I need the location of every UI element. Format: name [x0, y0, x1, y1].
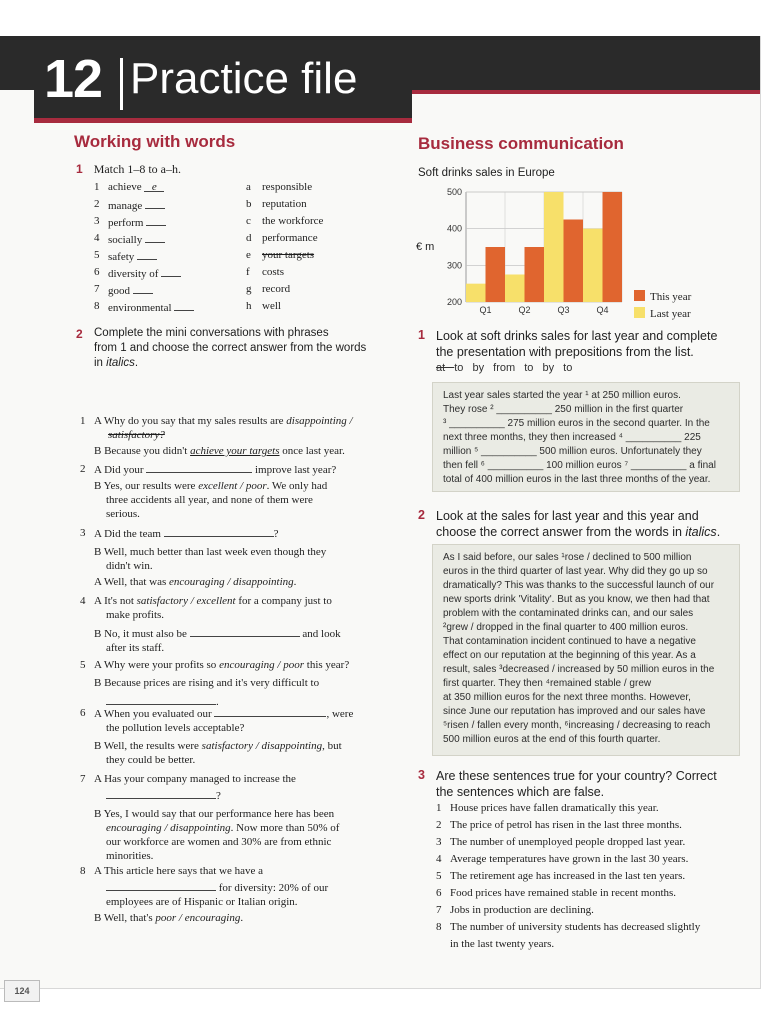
match-right-item: the workforce — [262, 215, 324, 227]
y-tick-label: 500 — [446, 187, 462, 197]
x-tick-label: Q1 — [479, 305, 492, 315]
text: improve last year? — [252, 464, 337, 476]
answer-blank[interactable] — [174, 300, 194, 311]
choice-text: satisfactory? — [108, 429, 165, 441]
y-axis-label: € m — [416, 241, 435, 253]
match-left-item — [108, 198, 165, 212]
choice-text: encouraging / disappointing — [169, 576, 294, 588]
word-option: to — [454, 362, 473, 374]
bar-this-year-q4 — [603, 192, 623, 302]
bar-last-year-q4 — [583, 229, 603, 302]
text-line: That contamination incident continued to have a negative — [443, 636, 696, 647]
line-b-cont: they could be better. — [106, 754, 196, 766]
match-left-item — [108, 300, 194, 314]
match-left-item — [108, 266, 181, 280]
workbook-page — [0, 36, 761, 996]
instruction-text: . — [716, 525, 721, 539]
match-row — [94, 300, 334, 317]
match-left-text: safety — [108, 251, 138, 263]
blank-field[interactable] — [190, 626, 300, 637]
exercise-number: 1 — [76, 162, 83, 176]
text-line: As I said before, our sales ¹rose / declined to 500 million — [443, 552, 692, 563]
x-tick-label: Q2 — [518, 305, 531, 315]
sentence-text: The number of unemployed people dropped last year. — [450, 836, 686, 848]
text: . — [216, 696, 219, 708]
title-divider — [120, 58, 123, 110]
line-a — [94, 658, 394, 672]
text-line: total of 400 million euros in the last three months of the year. — [443, 474, 711, 485]
legend-swatch — [634, 290, 645, 301]
exercise-number: 1 — [418, 328, 425, 342]
text-line: Last year sales started the year ¹ at 250 million euros. — [443, 390, 681, 401]
instruction-line — [436, 524, 748, 540]
line-a-cont — [94, 788, 394, 803]
match-right-item: responsible — [262, 181, 313, 193]
y-tick-label: 200 — [446, 297, 462, 307]
instruction-line: from 1 and choose the correct answer from the words — [94, 342, 367, 354]
word-option: to — [524, 362, 543, 374]
sentence-item — [436, 936, 746, 953]
y-tick-label: 400 — [446, 223, 462, 234]
text: B No, it must also be — [94, 628, 190, 640]
item-number: 4 — [80, 595, 86, 607]
sentence-text: The retirement age has increased in the last ten years. — [450, 870, 686, 882]
word-option: by — [472, 362, 494, 374]
sentence-text: Jobs in production are declining. — [450, 904, 594, 916]
instruction-line: the presentation with prepositions from the list. — [436, 345, 694, 359]
text: once last year. — [279, 445, 345, 457]
match-left-item — [108, 181, 164, 193]
text-line: ²grew / dropped in the final quarter to 400 million euros. — [443, 622, 689, 633]
item-number: 7 — [80, 773, 86, 785]
text: . We only had — [266, 480, 328, 492]
text: A Well, that was — [94, 576, 169, 588]
match-letter: e — [246, 249, 251, 261]
text: . Now more than 50% of — [230, 822, 340, 834]
text-line: first quarter. They then ⁴remained stable / grew — [443, 678, 652, 689]
match-row — [94, 249, 334, 266]
item-number: 8 — [94, 300, 100, 312]
comm-exercise-3-instruction — [418, 768, 748, 800]
text: , were — [326, 708, 354, 720]
match-letter: f — [246, 266, 250, 278]
choice-text: satisfactory / disappointing — [201, 740, 323, 752]
conversation-2 — [80, 462, 394, 521]
answer-blank[interactable] — [145, 232, 165, 243]
text: ? — [216, 790, 221, 802]
legend-swatch — [634, 307, 645, 318]
text-line: new sports drink 'Vitality'. But as you know, we then had that — [443, 594, 710, 605]
item-number: 1 — [80, 415, 86, 427]
sentence-item — [436, 902, 746, 919]
sentence-item — [436, 800, 746, 817]
sentence-text: The number of university students has decreased slightly — [450, 921, 701, 933]
choice-text: encouraging / disappointing — [106, 822, 231, 834]
line-b-cont: didn't win. — [106, 560, 153, 572]
match-letter: c — [246, 215, 251, 227]
text: B Well, the results were — [94, 740, 202, 752]
match-left-text: manage — [108, 200, 145, 212]
match-row — [94, 283, 334, 300]
line-b-cont: minorities. — [106, 850, 154, 862]
sentence-text: House prices have fallen dramatically this year. — [450, 802, 659, 814]
match-right-item: well — [262, 300, 281, 312]
instruction-italic: italics — [106, 357, 135, 369]
item-number: 7 — [94, 283, 100, 295]
instruction-text: Match 1–8 to a–h. — [93, 162, 182, 176]
instruction-text: choose the correct answer from the words in — [436, 525, 686, 539]
text-line: They rose ² __________ 250 million in the first quarter — [443, 404, 684, 415]
line-c — [94, 575, 394, 589]
blank-field[interactable] — [106, 788, 216, 799]
line-a-cont — [94, 428, 394, 442]
conversation-8 — [80, 864, 394, 925]
page-number: 124 — [4, 980, 40, 1002]
line-b — [94, 739, 394, 753]
item-number: 3 — [80, 527, 86, 539]
match-letter: a — [246, 181, 251, 193]
item-number: 3 — [94, 215, 100, 227]
sentence-text: in the last twenty years. — [450, 938, 555, 950]
line-b-cont: three accidents all year, and none of them were — [106, 494, 313, 506]
match-left-text: diversity of — [108, 268, 162, 280]
item-number: 4 — [436, 853, 442, 865]
conversation-4 — [80, 594, 394, 655]
match-left-item — [108, 283, 153, 297]
exercise-number: 2 — [418, 508, 425, 522]
choice-text: excellent / poor — [198, 480, 267, 492]
sentence-item — [436, 817, 746, 834]
chart-bars — [466, 192, 622, 302]
text: A It's not — [94, 595, 137, 607]
match-row — [94, 215, 334, 232]
line-a — [94, 462, 394, 477]
bar-this-year-q3 — [564, 220, 584, 303]
blank-field[interactable] — [106, 694, 216, 705]
text-line: result, sales ³decreased / increased by 50 million euros in the — [443, 664, 715, 675]
match-letter: b — [246, 198, 252, 210]
item-number: 1 — [436, 802, 442, 814]
word-option: to — [563, 362, 573, 374]
text: A Why do you say that my sales results are — [94, 415, 287, 427]
match-left-item — [108, 249, 157, 263]
match-row — [94, 198, 334, 215]
line-a-cont — [94, 880, 394, 895]
item-number: 5 — [80, 659, 86, 671]
line-a — [94, 706, 394, 721]
answer-blank[interactable] — [137, 249, 157, 260]
text: , but — [322, 740, 342, 752]
match-left-item — [108, 215, 166, 229]
line-b — [94, 911, 394, 925]
text-line: next three months, they then increased ⁴ __________ 225 — [443, 432, 701, 443]
answer-blank[interactable] — [146, 215, 166, 226]
instruction-line — [94, 356, 406, 371]
line-b — [94, 479, 394, 493]
bar-this-year-q1 — [486, 247, 506, 302]
choice-text: poor / encouraging — [155, 912, 241, 924]
sentence-item — [436, 919, 746, 936]
exercise-2-instruction — [76, 326, 406, 371]
line-b-cont: after its staff. — [106, 642, 165, 654]
sentence-text: Food prices have remained stable in recent months. — [450, 887, 677, 899]
text: and look — [299, 628, 341, 640]
line-a: A Has your company managed to increase the — [94, 773, 296, 785]
bar-last-year-q3 — [544, 192, 564, 302]
instruction-line: Look at the sales for last year and this year and — [436, 509, 699, 523]
text: B Yes, our results were — [94, 480, 199, 492]
line-b-cont — [94, 821, 394, 835]
match-left-text: socially — [108, 234, 145, 246]
conversation-7 — [80, 772, 394, 863]
text-line: 500 million euros at the end of this fourth quarter. — [443, 734, 661, 745]
line-b-cont: our workforce are women and 30% are from ethnic — [106, 836, 332, 848]
match-row — [94, 232, 334, 249]
text-line: since June our reputation has improved and our sales have — [443, 706, 706, 717]
match-row — [94, 266, 334, 283]
comm-exercise-1-instruction — [418, 328, 748, 360]
text-line: problem with the contaminated drinks can, and our sales — [443, 608, 694, 619]
item-number: 2 — [436, 819, 442, 831]
line-b-cont: serious. — [106, 508, 140, 520]
section-title-business-communication: Business communication — [418, 134, 624, 153]
conversation-5 — [80, 658, 394, 709]
comm-exercise-2-instruction — [418, 508, 748, 540]
conversation-1 — [80, 414, 394, 458]
text: for diversity: 20% of our — [216, 882, 329, 894]
answer-blank[interactable]: e — [144, 181, 164, 192]
text: for a company just to — [235, 595, 332, 607]
text: ? — [273, 528, 279, 540]
line-a — [94, 594, 394, 608]
item-number: 7 — [436, 904, 442, 916]
line-b — [94, 444, 394, 458]
sentence-item — [436, 885, 746, 902]
text: A Why were your profits so — [94, 659, 220, 671]
line-b: B Well, much better than last week even though they — [94, 546, 327, 558]
text: A When you evaluated our — [94, 708, 215, 720]
item-number: 5 — [436, 870, 442, 882]
text: B Well, that's — [94, 912, 156, 924]
blank-field[interactable] — [146, 462, 252, 473]
section-title-working-with-words: Working with words — [74, 132, 236, 151]
item-number: 4 — [94, 232, 100, 244]
sentence-text: Average temperatures have grown in the last 30 years. — [450, 853, 689, 865]
line-b: B Yes, I would say that our performance here has been — [94, 808, 335, 820]
item-number: 5 — [94, 249, 100, 261]
text-line: dramatically? This was thanks to the successful launch of our — [443, 580, 715, 591]
text-line: at 350 million euros for the next three months. However, — [443, 692, 691, 703]
legend-label: Last year — [650, 308, 691, 320]
x-tick-label: Q3 — [557, 305, 570, 315]
match-left-text: environmental — [108, 302, 175, 314]
header-accent-line — [412, 90, 760, 94]
instruction-line: the sentences which are false. — [436, 785, 605, 799]
blank-field[interactable] — [106, 880, 216, 891]
bar-last-year-q2 — [505, 275, 525, 303]
instruction-text: in — [94, 357, 107, 369]
match-left-item — [108, 232, 165, 246]
choice-text: satisfactory / excellent — [136, 595, 236, 607]
match-left-text: good — [108, 285, 133, 297]
match-right-item: reputation — [262, 198, 307, 210]
y-tick-label: 300 — [446, 260, 462, 271]
line-a — [94, 526, 394, 541]
line-a — [94, 414, 394, 428]
text: A Did the team — [94, 528, 164, 540]
exercise-1-instruction — [76, 161, 181, 177]
choice-text: encouraging / poor — [219, 659, 305, 671]
exercise-number: 2 — [76, 327, 83, 341]
answer-blank[interactable] — [145, 198, 165, 209]
x-tick-label: Q4 — [596, 305, 609, 315]
text: A Did your — [94, 464, 147, 476]
item-number: 8 — [436, 921, 442, 933]
text-line: effect on our reputation at the beginning of this year. As a — [443, 650, 696, 661]
match-letter: g — [246, 283, 252, 295]
text-line: ⁵risen / fallen every month, ⁶increasing / decreasing to reach — [443, 720, 711, 731]
sentence-item — [436, 834, 746, 851]
match-left-text: perform — [108, 217, 147, 229]
match-row — [94, 181, 334, 198]
item-number: 1 — [94, 181, 100, 193]
text-line: million ⁵ __________ 500 million euros. Unfortunately they — [443, 446, 702, 457]
exercise-number: 3 — [418, 768, 425, 782]
word-option: by — [542, 362, 564, 374]
instruction-italic: italics — [685, 525, 717, 539]
choice-text: disappointing / — [286, 415, 353, 427]
sentence-item — [436, 868, 746, 885]
preposition-word-list — [436, 362, 572, 374]
sales-bar-chart — [410, 182, 740, 322]
line-a-cont: the pollution levels acceptable? — [106, 722, 245, 734]
page-title: Practice file — [130, 54, 358, 103]
sales-report-text-box — [432, 544, 740, 756]
instruction-text: . — [134, 357, 139, 369]
item-number: 6 — [80, 707, 86, 719]
item-number: 6 — [94, 266, 100, 278]
item-number: 3 — [436, 836, 442, 848]
bar-last-year-q1 — [466, 284, 486, 302]
unit-number: 12 — [44, 49, 103, 109]
text-line: ³ __________ 275 million euros in the second quarter. In the — [443, 418, 710, 429]
line-b — [94, 626, 394, 641]
answer-blank[interactable] — [161, 266, 181, 277]
text-line: then fell ⁶ __________ 100 million euros ⁷ __________ a final — [443, 460, 716, 471]
line-b: B Because prices are rising and it's very difficult to — [94, 677, 320, 689]
unit-title-box — [34, 44, 412, 123]
match-letter: d — [246, 232, 252, 244]
conversation-6 — [80, 706, 394, 767]
match-right-item: your targets — [262, 249, 315, 261]
presentation-text-box — [432, 382, 740, 492]
match-left-text: achieve — [108, 181, 145, 193]
sentence-text: The price of petrol has risen in the last three months. — [450, 819, 682, 831]
instruction-line: Are these sentences true for your country? Correct — [436, 769, 717, 783]
item-number: 6 — [436, 887, 442, 899]
text: this year? — [304, 659, 350, 671]
chart-legend — [634, 290, 692, 320]
instruction-line: Complete the mini conversations with phrases — [94, 327, 329, 339]
match-right-item: costs — [262, 266, 284, 278]
match-right-item: record — [262, 283, 291, 295]
chart-title: Soft drinks sales in Europe — [418, 167, 555, 179]
item-number: 2 — [94, 198, 100, 210]
text: . — [240, 912, 244, 924]
answer-blank[interactable] — [133, 283, 153, 294]
true-false-sentences — [436, 800, 746, 953]
instruction-line: Look at soft drinks sales for last year and complete — [436, 329, 718, 343]
blank-field[interactable] — [214, 706, 326, 717]
item-number: 2 — [80, 463, 86, 475]
blank-field[interactable] — [164, 526, 274, 537]
bar-this-year-q2 — [525, 247, 545, 302]
conversation-3 — [80, 526, 394, 589]
text: B Because you didn't — [94, 445, 191, 457]
text: . — [293, 576, 297, 588]
line-a-cont: make profits. — [106, 609, 165, 621]
word-option: from — [493, 362, 525, 374]
text-line: euros in the third quarter of last year. Why did they go up so — [443, 566, 708, 577]
handwritten-answer: achieve your targets — [190, 445, 280, 457]
sentence-item — [436, 851, 746, 868]
line-a: A This article here says that we have a — [94, 865, 264, 877]
legend-label: This year — [650, 291, 692, 303]
match-letter: h — [246, 300, 252, 312]
line-a-cont: employees are of Hispanic or Italian origin. — [106, 896, 298, 908]
word-option: at — [436, 362, 455, 374]
match-right-item: performance — [262, 232, 318, 244]
item-number: 8 — [80, 865, 86, 877]
